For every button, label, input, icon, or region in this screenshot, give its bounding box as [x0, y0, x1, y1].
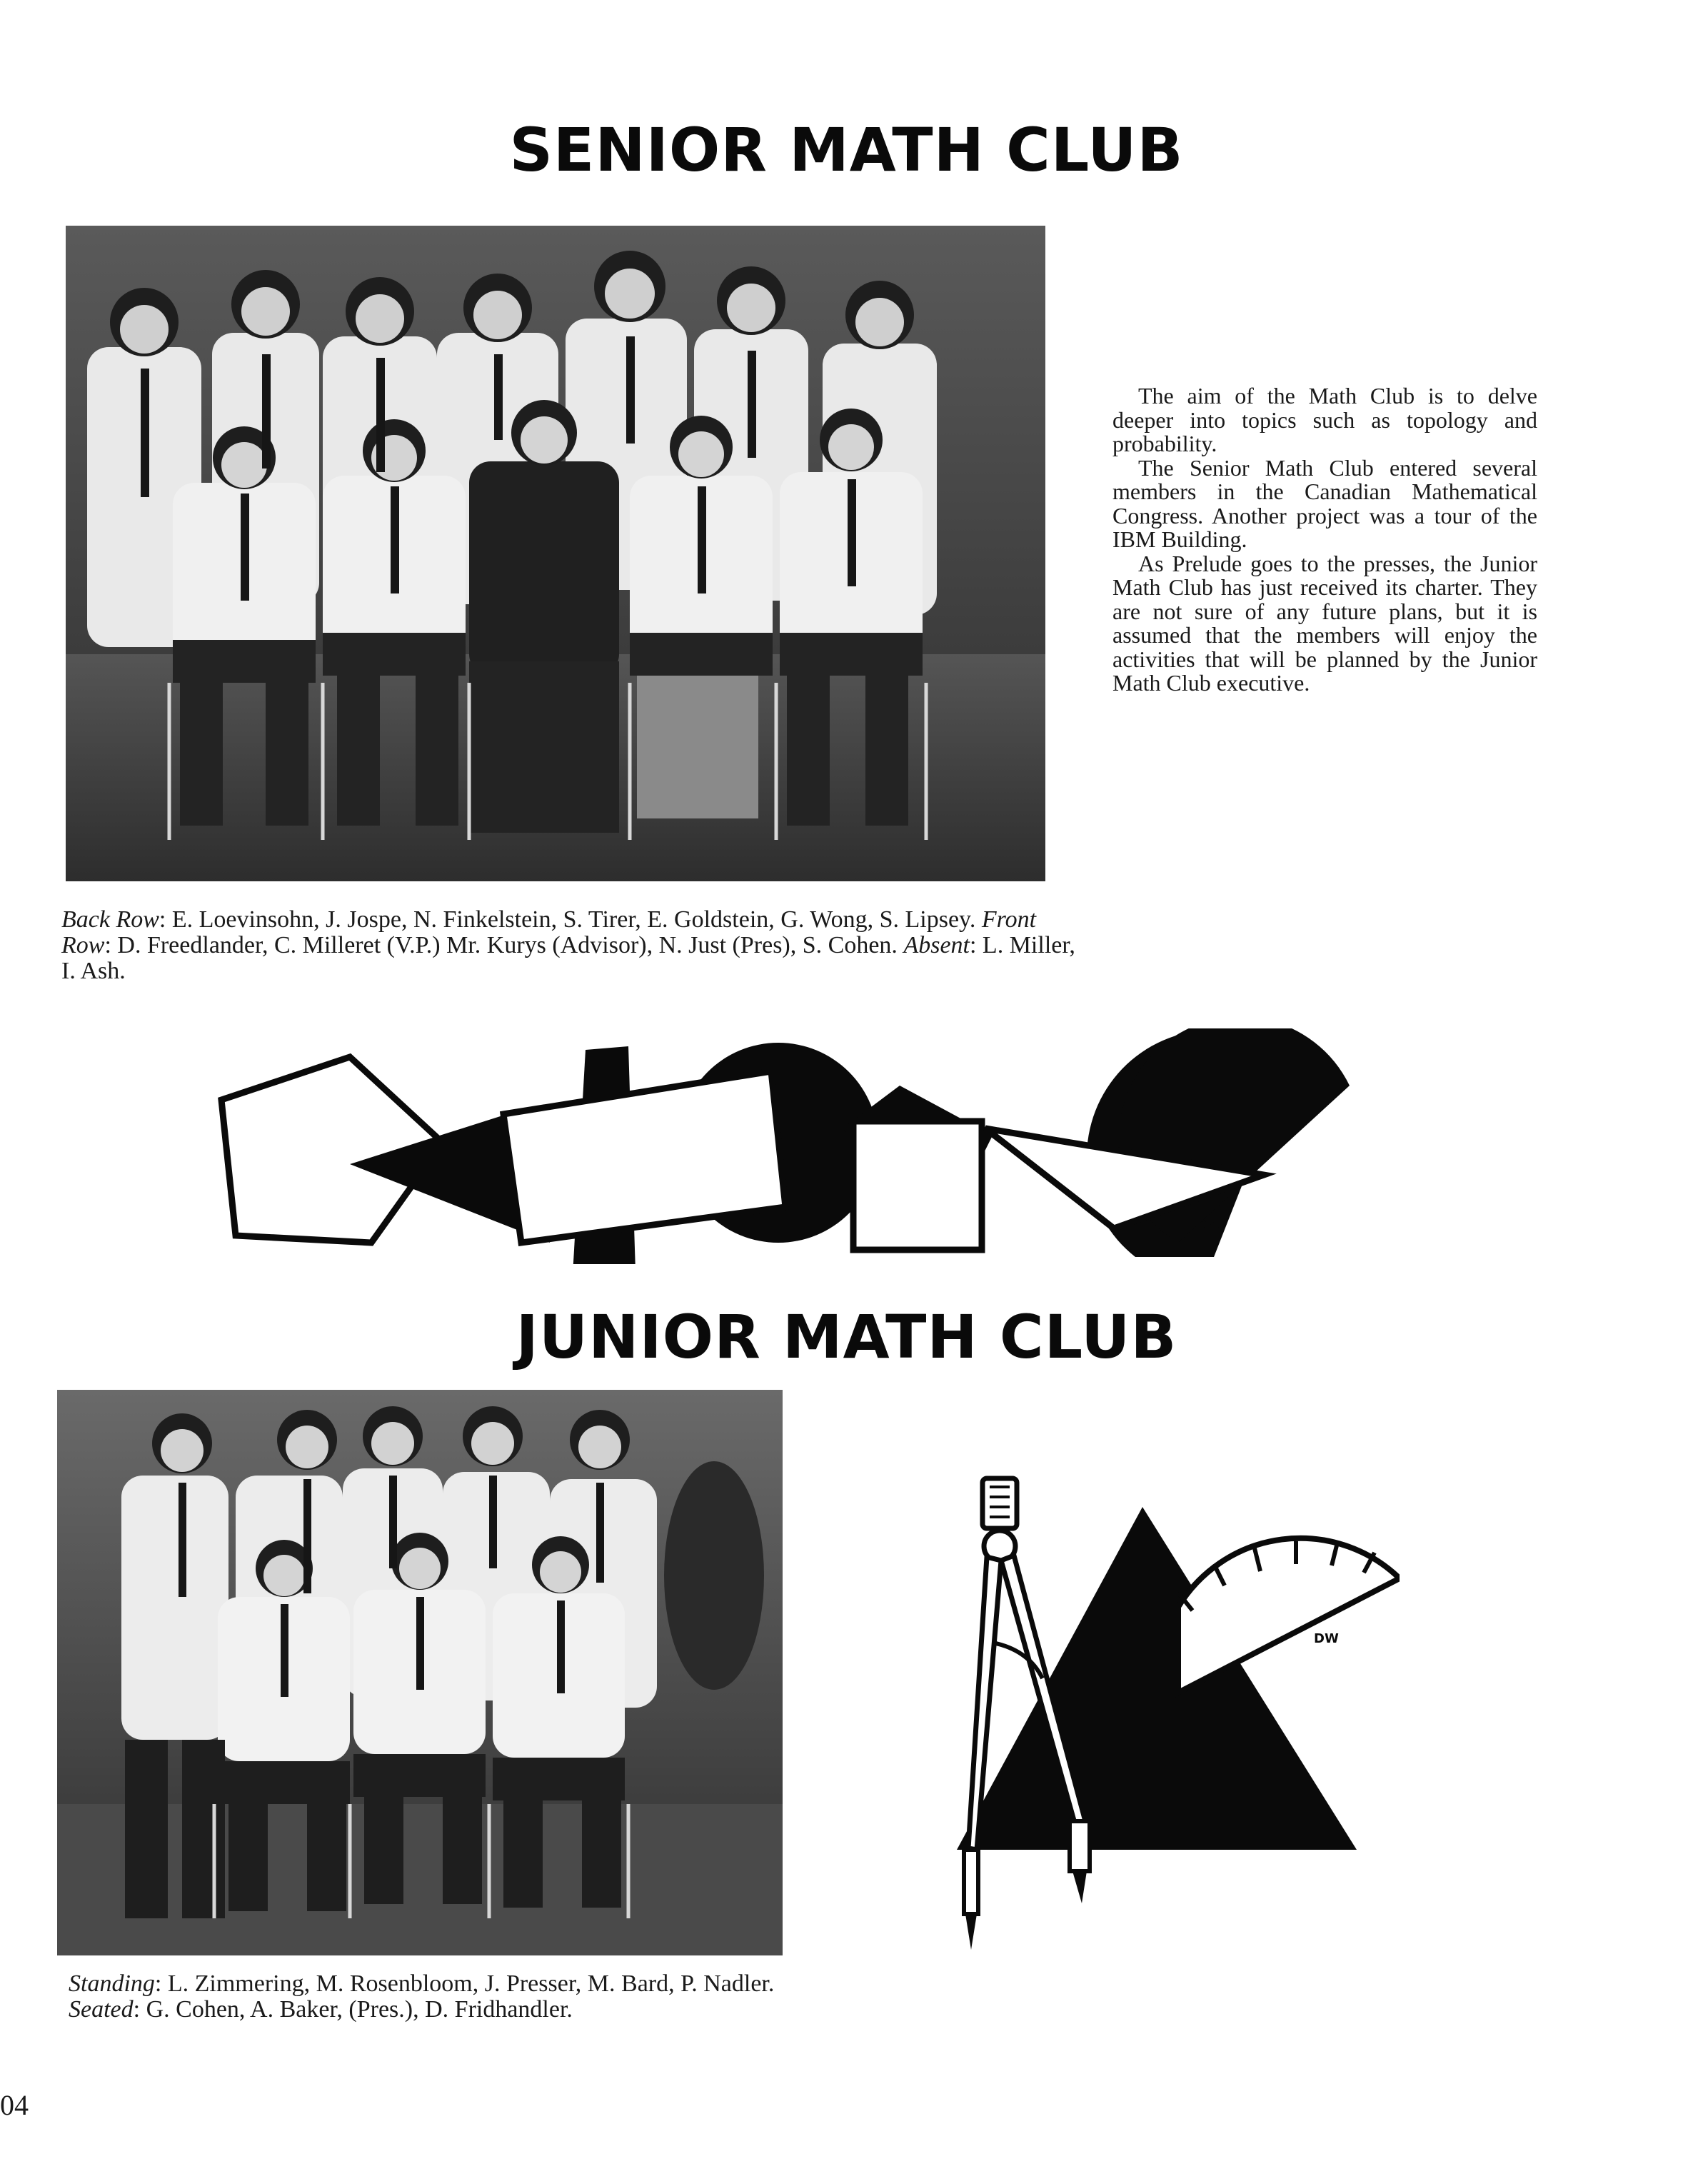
article-paragraph: The Senior Math Club entered several members in the Canadian Mathematical Congress. Another project was a tour of the IBM Building. [1112, 454, 1537, 552]
back-row-names: : E. Loevinsohn, J. Jospe, N. Finkelstein, S. Tirer, E. Goldstein, G. Wong, S. Lipsey. [159, 906, 982, 933]
article-paragraph: As Prelude goes to the presses, the Junior Math Club has just received its charter. They are not sure of any future plans, but it is assumed that the members will enjoy the activities that will be planned by the Junior Math Club executive. [1112, 550, 1537, 696]
front-row-names: : D. Freedlander, C. Milleret (V.P.) Mr. Kurys (Advisor), N. Just (Pres), S. Cohen. [104, 932, 904, 958]
senior-group-photo [66, 226, 1045, 881]
senior-article [1112, 384, 1537, 696]
artist-signature: DW [1314, 1631, 1339, 1646]
absent-label: Absent [903, 932, 970, 958]
senior-photo-figures [66, 226, 1045, 881]
senior-photo-caption [61, 907, 1082, 984]
square-shape [853, 1121, 982, 1250]
junior-math-club-heading: JUNIOR MATH CLUB [516, 1302, 1177, 1372]
artist-signature: DW [1196, 1217, 1221, 1232]
absent-names: : L. Miller, I. Ash. [61, 932, 1075, 984]
page-number: 04 [0, 2089, 29, 2121]
back-row-label: Back Row [61, 906, 159, 933]
protractor-shape [1178, 1538, 1400, 1693]
geometric-shapes-artwork [214, 1028, 1400, 1264]
junior-photo-caption [69, 1971, 797, 2023]
compass-protractor-artwork [943, 1464, 1400, 1950]
junior-photo-figures [57, 1390, 783, 1955]
seated-label: Seated [69, 1996, 134, 2023]
standing-names: : L. Zimmering, M. Rosenbloom, J. Presser, M. Bard, P. Nadler. [154, 1970, 775, 1997]
senior-math-club-heading: SENIOR MATH CLUB [509, 115, 1184, 185]
junior-group-photo [57, 1390, 783, 1955]
seated-names: : G. Cohen, A. Baker, (Pres.), D. Fridhandler. [133, 1996, 573, 2023]
front-row-label: Front Row [61, 906, 1037, 958]
article-paragraph: The aim of the Math Club is to delve deeper into topics such as topology and probability. [1112, 383, 1537, 456]
standing-label: Standing [69, 1970, 155, 1997]
